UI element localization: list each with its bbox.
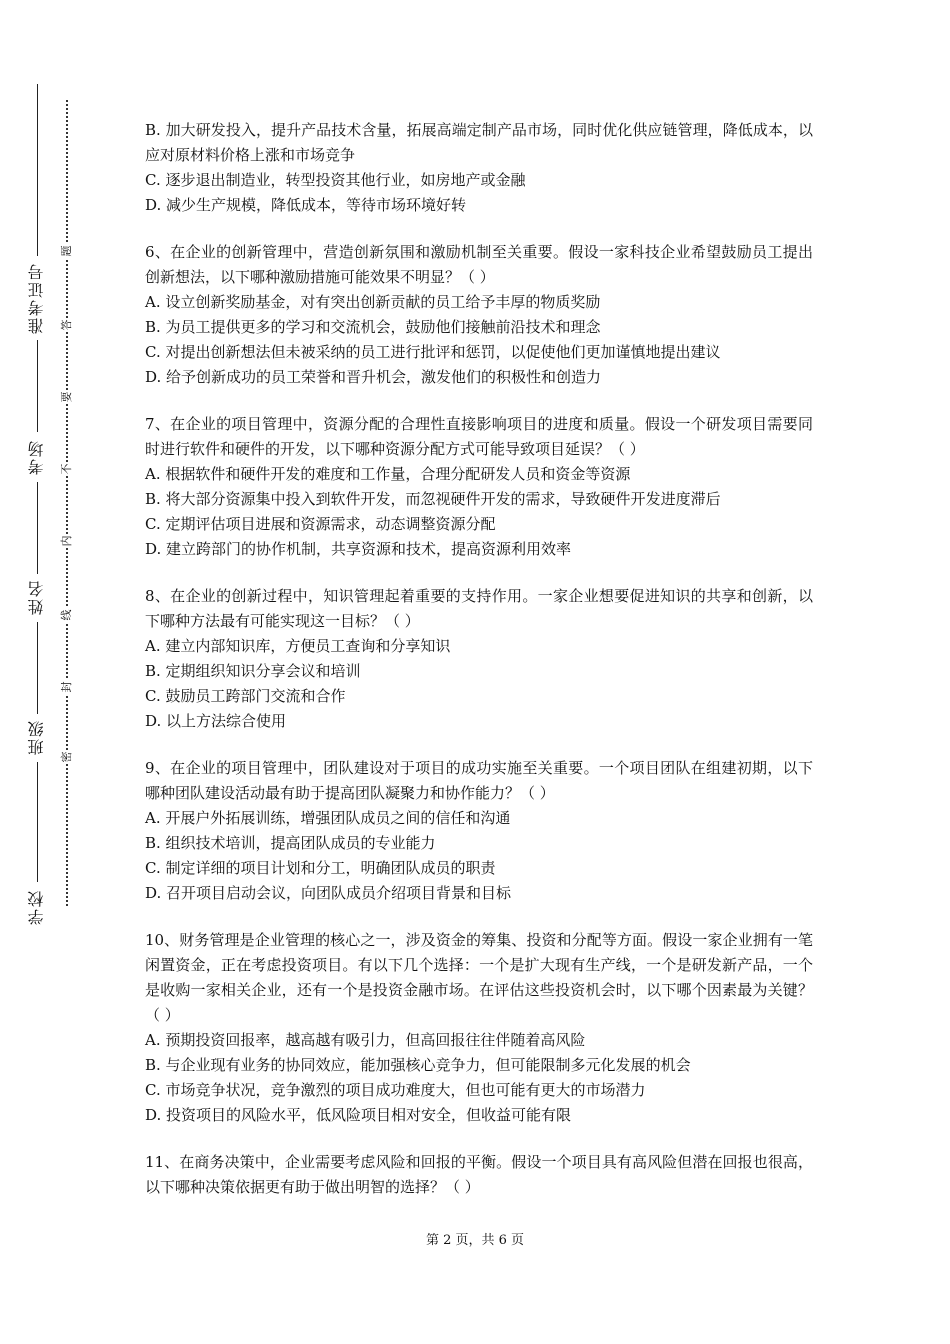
option-c: C. 市场竞争状况，竞争激烈的项目成功难度大，但也可能有更大的市场潜力: [145, 1081, 646, 1099]
label-class: 班级: [27, 719, 46, 755]
question-stem: 10、财务管理是企业管理的核心之一，涉及资金的筹集、投资和分配等方面。假设一家企业拥有一笔闲置资金，正在考虑投资项目。有以下几个选择：一个是扩大现有生产线，一个是研发新产品，一个是收购一家相关企业，还有一个是投资金融市场。在评估这些投资机会时，以下哪个因素最为关键？（ ）: [145, 931, 813, 1024]
question-stem: 7、在企业的项目管理中，资源分配的合理性直接影响项目的进度和质量。假设一个研发项目需要同时进行软件和硬件的开发，以下哪种资源分配方式可能导致项目延误？（ ）: [145, 415, 813, 458]
seal-char: 线: [60, 609, 73, 621]
seal-char: 内: [60, 535, 73, 547]
binding-line: [37, 84, 38, 256]
option-b: B. 将大部分资源集中投入到软件开发，而忽视硬件开发的需求，导致硬件开发进度滞后: [145, 490, 721, 508]
option-b: B. 定期组织知识分享会议和培训: [145, 662, 361, 680]
option-c: C. 鼓励员工跨部门交流和合作: [145, 687, 346, 705]
question-stem: 8、在企业的创新过程中，知识管理起着重要的支持作用。一家企业想要促进知识的共享和创新，以下哪种方法最有可能实现这一目标？（ ）: [145, 587, 813, 630]
question-11: [145, 1150, 813, 1200]
question-9: [145, 756, 813, 906]
option-a: A. 设立创新奖励基金，对有突出创新贡献的员工给予丰厚的物质奖励: [145, 293, 601, 311]
question-10: [145, 928, 813, 1128]
label-admission-number: 准考证号: [27, 262, 46, 334]
seal-char: 不: [60, 463, 73, 475]
option-b: B. 加大研发投入，提升产品技术含量，拓展高端定制产品市场，同时优化供应链管理，降低成本，以应对原材料价格上涨和市场竞争: [145, 121, 813, 164]
option-d: D. 减少生产规模，降低成本，等待市场环境好转: [145, 196, 467, 214]
binding-line: [37, 482, 38, 574]
option-d: D. 建立跨部门的协作机制，共享资源和技术，提高资源利用效率: [145, 540, 572, 558]
seal-dotted-line: [66, 100, 68, 906]
option-c: C. 定期评估项目进展和资源需求，动态调整资源分配: [145, 515, 496, 533]
option-a: A. 建立内部知识库，方便员工查询和分享知识: [145, 637, 451, 655]
option-c: C. 逐步退出制造业，转型投资其他行业，如房地产或金融: [145, 171, 526, 189]
option-d: D. 给予创新成功的员工荣誉和晋升机会，激发他们的积极性和创造力: [145, 368, 602, 386]
option-b: B. 组织技术培训，提高团队成员的专业能力: [145, 834, 436, 852]
option-a: A. 预期投资回报率，越高越有吸引力，但高回报往往伴随着高风险: [145, 1031, 586, 1049]
seal-char: 密: [60, 751, 73, 763]
option-b: B. 为员工提供更多的学习和交流机会，鼓励他们接触前沿技术和理念: [145, 318, 601, 336]
question-6: [145, 240, 813, 390]
option-d: D. 召开项目启动会议，向团队成员介绍项目背景和目标: [145, 884, 512, 902]
option-d: D. 以上方法综合使用: [145, 712, 287, 730]
question-5-continued: [145, 118, 813, 218]
binding-line: [37, 340, 38, 432]
label-name: 姓名: [27, 579, 46, 615]
option-a: A. 开展户外拓展训练，增强团队成员之间的信任和沟通: [145, 809, 511, 827]
seal-char: 要: [60, 391, 73, 403]
question-stem: 11、在商务决策中，企业需要考虑风险和回报的平衡。假设一个项目具有高风险但潜在回报也很高，以下哪种决策依据更有助于做出明智的选择？（ ）: [145, 1153, 813, 1196]
binding-line: [37, 622, 38, 714]
page-footer: 第 2 页，共 6 页: [425, 1233, 525, 1248]
label-school: 学校: [27, 889, 46, 925]
question-list: [145, 118, 813, 1222]
option-d: D. 投资项目的风险水平，低风险项目相对安全，但收益可能有限: [145, 1106, 572, 1124]
label-exam-room: 考场: [27, 439, 46, 475]
question-7: [145, 412, 813, 562]
question-stem: 9、在企业的项目管理中，团队建设对于项目的成功实施至关重要。一个项目团队在组建初期，以下哪种团队建设活动最有助于提高团队凝聚力和协作能力？（ ）: [145, 759, 813, 802]
binding-margin: [0, 0, 90, 1344]
option-c: C. 制定详细的项目计划和分工，明确团队成员的职责: [145, 859, 496, 877]
option-b: B. 与企业现有业务的协同效应，能加强核心竞争力，但可能限制多元化发展的机会: [145, 1056, 691, 1074]
seal-char: 题: [60, 245, 73, 257]
option-a: A. 根据软件和硬件开发的难度和工作量，合理分配研发人员和资金等资源: [145, 465, 631, 483]
seal-char: 封: [60, 681, 73, 693]
question-8: [145, 584, 813, 734]
option-c: C. 对提出创新想法但未被采纳的员工进行批评和惩罚，以促使他们更加谨慎地提出建议: [145, 343, 721, 361]
seal-char: 答: [60, 319, 73, 331]
question-stem: 6、在企业的创新管理中，营造创新氛围和激励机制至关重要。假设一家科技企业希望鼓励员工提出创新想法，以下哪种激励措施可能效果不明显？（ ）: [145, 243, 813, 286]
binding-line: [37, 762, 38, 882]
